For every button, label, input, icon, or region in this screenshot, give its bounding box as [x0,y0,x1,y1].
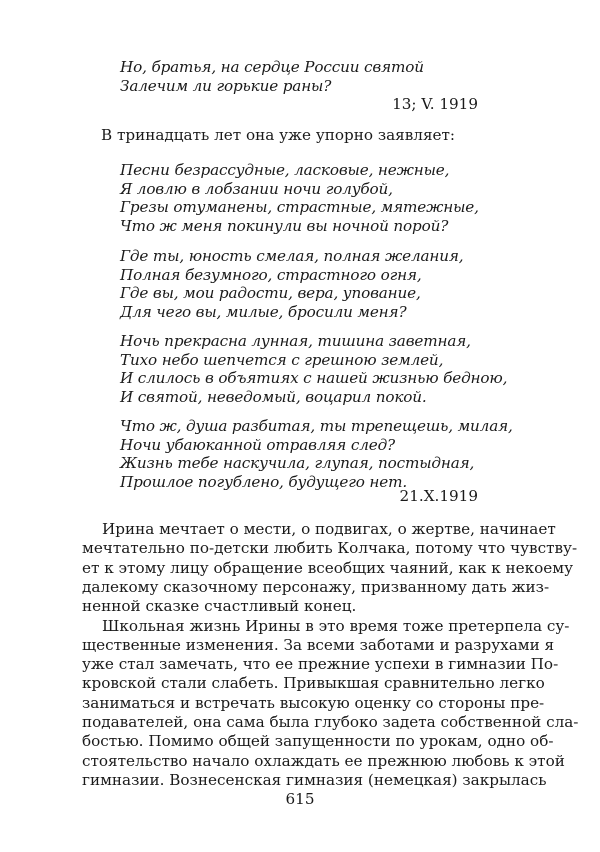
poem2-line: И святой, неведомый, воцарил покой. [120,387,427,406]
poem2-line: Ночь прекрасна лунная, тишина заветная, [120,332,471,350]
poem2-line: Тихо небо шепчется с грешною землей, [120,350,444,369]
poem2-line: Где вы, мои радости, вера, упование, [120,284,421,303]
poem2-line: Что ж, душа разбитая, ты трепещешь, милая, [120,417,513,435]
paragraph-line: подавателей, она сама была глубоко задета собственной сла- [82,712,579,731]
poem2-date: 21.X.1919 [399,487,478,505]
paragraph-line: мечтательно по-детски любить Колчака, потому что чувству- [82,539,578,558]
paragraph-line: кровской стали слабеть. Привыкшая сравнительно легко [82,674,545,693]
paragraph-line: ет к этому лицу обращение всеобщих чаяний, как к некоему [82,558,574,577]
paragraph-line: щественные изменения. За всеми заботами и разрухами я [82,635,555,654]
poem2-line: Прошлое погублено, будущего нет. [120,472,408,491]
paragraph-line: Ирина мечтает о мести, о подвигах, о жертве, начинает [102,520,556,538]
page-number: 615 [285,790,315,808]
paragraph-line: Школьная жизнь Ирины в это время тоже претерпела су- [102,616,570,635]
poem2-line: Полная безумного, страстного огня, [120,265,422,284]
poem2-line: Для чего вы, милые, бросили меня? [120,302,407,321]
poem2-line: Песни безрассудные, ласковые, нежные, [120,161,450,179]
paragraph-line: заниматься и встречать высокую оценку со стороны пре- [82,693,545,712]
paragraph-1 [82,520,578,616]
poem2-line: И слилось в объятиях с нашей жизнью бедною, [120,369,508,388]
paragraph-line: бостью. Помимо общей запущенности по урокам, одно об- [82,732,554,751]
poem2-line: Что ж меня покинули вы ночной порой? [120,216,449,235]
paragraph-line: гимназии. Вознесенская гимназия (немецкая) закрылась [82,770,547,789]
poem1-line: Но, братья, на сердце России святой [120,58,424,76]
intro-line: В тринадцать лет она уже упорно заявляет: [101,126,456,144]
paragraph-line: стоятельство начало охлаждать ее прежнюю любовь к этой [82,751,565,770]
paragraph-line: далекому сказочному персонажу, призванному дать жиз- [82,577,550,596]
poem1-line: Залечим ли горькие раны? [120,76,332,95]
poem2-line: Ночи убаюканной отравляя след? [120,435,396,454]
poem2-line: Жизнь тебе наскучила, глупая, постыдная, [120,454,475,473]
paragraph-2 [82,616,579,791]
poem2-line: Я ловлю в лобзании ночи голубой, [120,179,393,198]
poem2-line: Грезы отуманены, страстные, мятежные, [120,198,479,217]
paragraph-line: ненной сказке счастливый конец. [82,597,357,616]
poem2-line: Где ты, юность смелая, полная желания, [120,247,464,265]
paragraph-line: уже стал замечать, что ее прежние успехи в гимназии По- [82,655,559,674]
poem1-date: 13; V. 1919 [392,95,478,113]
